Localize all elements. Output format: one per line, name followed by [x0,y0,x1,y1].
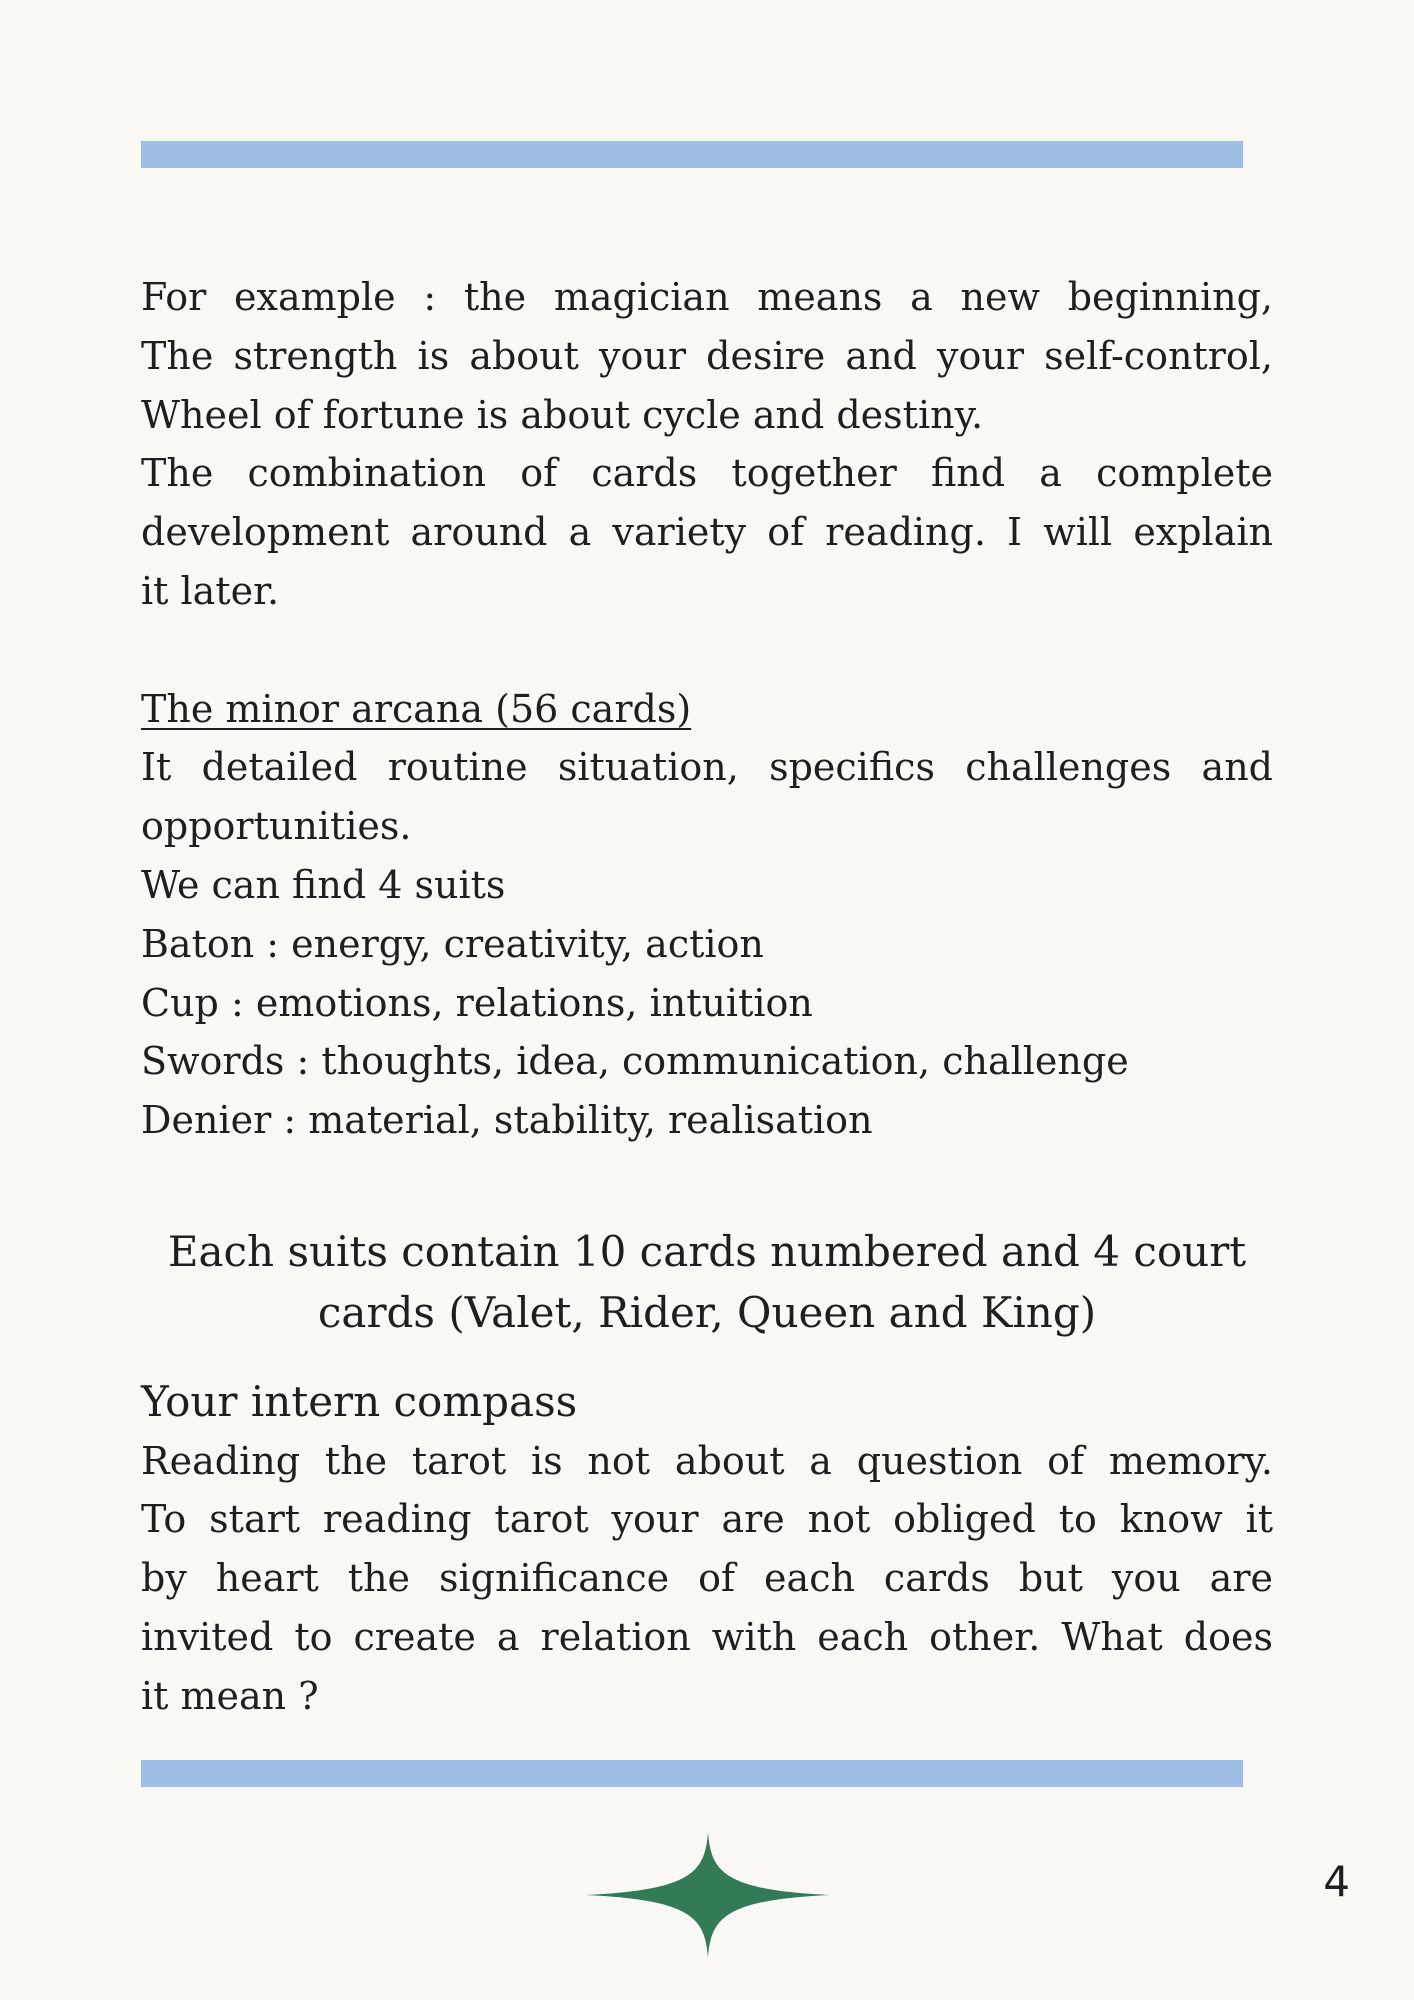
compass-section [141,1373,1273,1726]
compass-heading: Your intern compass [141,1376,578,1426]
text-line: The strength is about your desire and your self-control, [141,333,1273,378]
text-line: For example : the magician means a new beginning, [141,275,1273,319]
text-line: cards (Valet, Rider, Queen and King) [317,1287,1097,1337]
text-line: invited to create a relation with each other. What does [141,1614,1273,1659]
text-line: We can find 4 suits [141,862,506,907]
minor-arcana-heading: The minor arcana (56 cards) [141,686,692,731]
suit-baton: Baton : energy, creativity, action [141,921,764,966]
minor-arcana-section [141,680,1273,1150]
highlight-statement [141,1221,1273,1343]
text-line: it later. [141,568,280,613]
text-line: by heart the significance of each cards but you are [141,1556,1273,1601]
bottom-divider-bar [141,1760,1243,1787]
text-line: Each suits contain 10 cards numbered and 4 court [167,1226,1247,1276]
four-point-star-icon [586,1832,830,1958]
spacer [141,1150,1273,1209]
text-line: opportunities. [141,804,412,849]
spacer [141,621,1273,680]
text-line: Reading the tarot is not about a question of memory. [141,1438,1273,1483]
text-line: it mean ? [141,1673,319,1718]
text-line: It detailed routine situation, specifics challenges and [141,745,1273,790]
text-line: To start reading tarot your are not obliged to know it [141,1497,1273,1542]
text-line: development around a variety of reading. I will explain [141,510,1273,555]
suit-denier: Denier : material, stability, realisation [141,1098,873,1143]
text-line: Wheel of fortune is about cycle and destiny. [141,392,984,437]
suit-swords: Swords : thoughts, idea, communication, challenge [141,1039,1129,1084]
page-number: 4 [1323,1857,1350,1906]
top-divider-bar [141,141,1243,168]
suit-cup: Cup : emotions, relations, intuition [141,980,813,1025]
text-line: The combination of cards together find a complete [141,451,1273,496]
page-body [141,268,1273,1726]
intro-paragraph [141,268,1273,621]
